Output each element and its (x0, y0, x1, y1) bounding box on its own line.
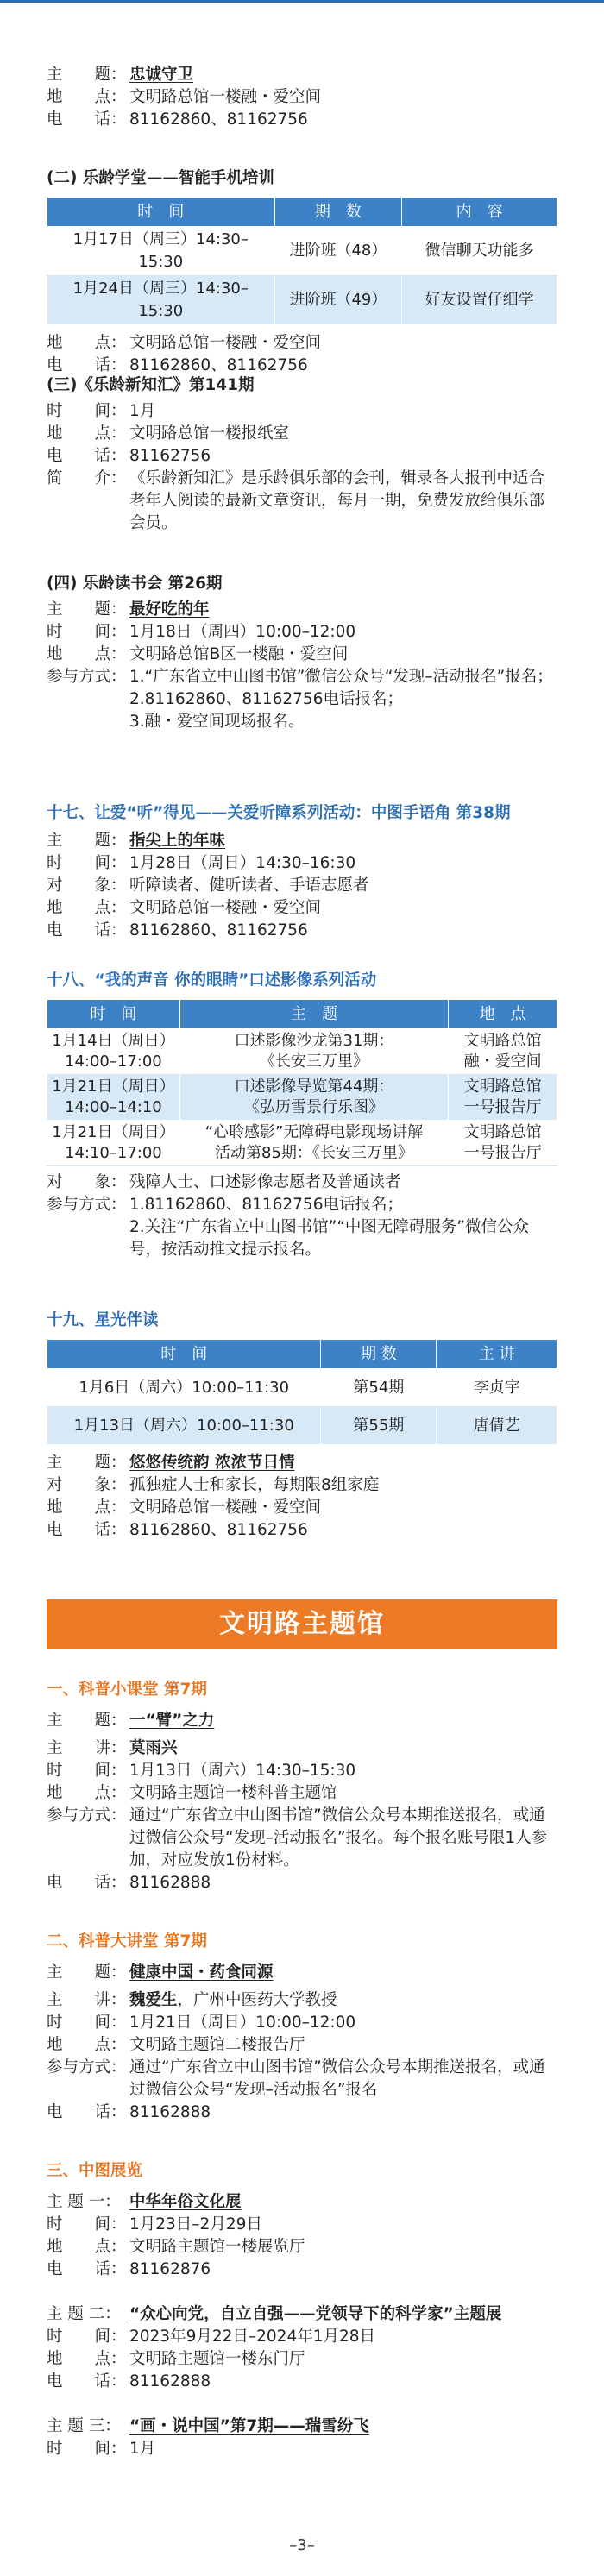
section-title: (二) 乐龄学堂——智能手机培训 (47, 169, 274, 187)
phone-label: 电 话： (47, 2372, 127, 2391)
theme-label: 主 题： (47, 1963, 127, 1982)
time-value: 1月 (129, 402, 156, 420)
table-cell (449, 1075, 557, 1121)
target-value: 孤独症人士和家长，每期限8组家庭 (129, 1476, 380, 1494)
time-value: 1月28日（周日）14:30–16:30 (129, 854, 356, 872)
intro-label: 简 介： (47, 469, 127, 487)
topic-text: “心聆感影”无障碍电影现场讲解 (204, 1123, 424, 1141)
table-cell: 进阶班（48） (274, 227, 402, 276)
theme-value: 中华年俗文化展 (129, 2193, 242, 2211)
speaker-value: 莫雨兴 (129, 1739, 178, 1757)
time-label: 时 间： (47, 2328, 127, 2346)
target-label: 对 象： (47, 1476, 127, 1494)
phone-label: 电 话： (47, 447, 127, 465)
topic-text: 口述影像沙龙第31期： (234, 1032, 394, 1050)
time-label: 时 间： (47, 402, 127, 420)
table-cell: 好友设置仔细学 (402, 276, 557, 325)
phone-value: 81162860、81162756 (129, 356, 308, 374)
section-title: (三)《乐龄新知汇》第141期 (47, 376, 255, 394)
place-text: 一号报告厅 (463, 1098, 542, 1116)
speaker-label: 主 讲： (47, 1739, 127, 1757)
page-number: –3– (289, 2536, 315, 2554)
place-text: 一号报告厅 (463, 1144, 542, 1162)
place-label: 地 点： (47, 2036, 127, 2054)
table-cell (179, 1075, 448, 1121)
time-value: 1月13日（周六）14:30–15:30 (129, 1762, 356, 1780)
table-cell: 第54期 (321, 1369, 437, 1407)
table-cell: 1月24日（周三）14:30–15:30 (47, 276, 275, 325)
place-label: 地 点： (47, 1498, 127, 1517)
phone-label: 电 话： (47, 2260, 127, 2278)
section-banner: 文明路主题馆 (47, 1599, 557, 1649)
place-value: 文明路总馆一楼融・爱空间 (129, 899, 322, 917)
table-header: 主 题 (179, 1000, 448, 1029)
phone-value: 81162756 (129, 447, 211, 465)
table-row (47, 276, 557, 325)
table-header: 期 数 (274, 198, 402, 227)
phone-value: 81162876 (129, 2260, 211, 2278)
time-label: 时 间： (47, 854, 127, 872)
top-border (0, 0, 604, 3)
theme-value: 悠悠传统韵 浓浓节日情 (129, 1454, 295, 1472)
theme-value: 指尖上的年味 (129, 832, 226, 850)
place-value: 文明路主题馆一楼科普主题馆 (129, 1784, 337, 1802)
speaker-value: 魏爱生 (129, 1991, 178, 2009)
section-title: (四) 乐龄读书会 第26期 (47, 575, 223, 593)
section-sign-language (47, 802, 557, 942)
table-cell (47, 1029, 180, 1075)
table-cell: 1月13日（周六）10:00–11:30 (47, 1407, 321, 1445)
theme-label: 主 题： (47, 66, 127, 84)
speaker-label: 主 讲： (47, 1991, 127, 2009)
time-value: 2023年9月22日–2024年1月28日 (129, 2328, 376, 2346)
section-science-lecture (47, 1931, 557, 2124)
table-cell (449, 1121, 557, 1166)
theme-value: 一“臂”之力 (129, 1712, 215, 1730)
topic-text: 《长安三万里》 (259, 1052, 368, 1071)
signup-label: 参与方式： (47, 2058, 127, 2077)
place-label: 地 点： (47, 424, 127, 443)
theme-value: 健康中国・药食同源 (129, 1963, 274, 1982)
target-value: 残障人士、口述影像志愿者及普通读者 (129, 1173, 401, 1191)
table-cell: 1月6日（周六）10:00–11:30 (47, 1369, 321, 1407)
table-header: 内 容 (402, 198, 557, 227)
phone-value: 81162860、81162756 (129, 1521, 308, 1539)
section-title: 二、科普大讲堂 第7期 (47, 1932, 207, 1951)
phone-label: 电 话： (47, 110, 127, 129)
place-label: 地 点： (47, 2350, 127, 2368)
phone-label: 电 话： (47, 356, 127, 374)
place-value: 文明路总馆一楼融・爱空间 (129, 334, 322, 352)
place-value: 文明路总馆一楼报纸室 (129, 424, 290, 443)
theme-label: 主 题 一： (47, 2193, 121, 2211)
topic-text: 《弘历雪景行乐图》 (243, 1098, 384, 1116)
table-row (47, 1407, 557, 1445)
table-cell (449, 1029, 557, 1075)
table-cell: 第55期 (321, 1407, 437, 1445)
date-text: 1月21日（周日） (52, 1078, 175, 1096)
time-value: 1月 (129, 2440, 156, 2458)
time-label: 时 间： (47, 1762, 127, 1780)
table-header: 主 讲 (437, 1340, 557, 1369)
table-header: 时 间 (47, 198, 275, 227)
section-exhibitions (47, 2160, 557, 2460)
section-reading-club (47, 573, 557, 733)
signup-value: 通过“广东省立中山图书馆”微信公众号本期推送报名，或通过微信公众号“发现–活动报名”报名。每个报名账号限1人参加，对应发放1份材料。 (129, 1806, 548, 1869)
place-value: 文明路总馆一楼融・爱空间 (129, 1498, 322, 1517)
place-text: 融・爱空间 (463, 1052, 542, 1071)
signup-value: 通过“广东省立中山图书馆”微信公众号本期推送报名，或通过微信公众号“发现–活动报名”报名 (129, 2058, 545, 2099)
phone-value: 81162888 (129, 2103, 211, 2121)
section-title: 十八、“我的声音 你的眼睛”口述影像系列活动 (47, 971, 377, 990)
date-text: 1月14日（周日） (52, 1032, 175, 1050)
section-smartphone-training (47, 167, 557, 377)
table-header: 时 间 (47, 1000, 180, 1029)
signup-label: 参与方式： (47, 668, 127, 686)
table-cell (47, 1075, 180, 1121)
topic-text: 活动第85期：《长安三万里》 (215, 1144, 413, 1162)
signup-value (129, 1194, 557, 1261)
schedule-table (47, 197, 557, 325)
phone-value: 81162860、81162756 (129, 110, 308, 129)
table-cell: 唐倩艺 (437, 1407, 557, 1445)
time-text: 14:00–17:00 (65, 1052, 162, 1071)
place-value: 文明路总馆一楼融・爱空间 (129, 88, 322, 106)
phone-value: 81162888 (129, 2372, 211, 2391)
phone-label: 电 话： (47, 2103, 127, 2121)
theme-label: 主 题 二： (47, 2305, 121, 2323)
time-value: 1月23日–2月29日 (129, 2215, 262, 2234)
table-row (47, 1075, 557, 1121)
signup-value (129, 666, 557, 733)
phone-label: 电 话： (47, 1874, 127, 1892)
topic-text: 口述影像导览第44期： (234, 1078, 394, 1096)
section-science-class (47, 1679, 557, 1894)
place-text: 文明路总馆 (463, 1123, 542, 1141)
schedule-table (47, 1339, 557, 1445)
section-title: 三、中图展览 (47, 2162, 143, 2180)
signup-step: 3.融・爱空间现场报名。 (129, 713, 305, 731)
table-row (47, 1029, 557, 1075)
time-text: 14:10–17:00 (65, 1144, 162, 1162)
theme-label: 主 题 三： (47, 2417, 121, 2435)
table-cell: 微信聊天功能多 (402, 227, 557, 276)
section-title: 十七、让爱“听”得见——关爱听障系列活动：中图手语角 第38期 (47, 804, 511, 822)
place-text: 文明路总馆 (463, 1078, 542, 1096)
table-row (47, 1121, 557, 1166)
place-label: 地 点： (47, 2238, 127, 2256)
target-label: 对 象： (47, 1173, 127, 1191)
table-row (47, 1369, 557, 1407)
theme-value: 忠诚守卫 (129, 66, 194, 84)
signup-label: 参与方式： (47, 1806, 127, 1825)
table-row (47, 227, 557, 276)
place-value: 文明路主题馆一楼展览厅 (129, 2238, 305, 2256)
place-label: 地 点： (47, 645, 127, 663)
speaker-title: ，广州中医药大学教授 (177, 1991, 337, 2009)
place-text: 文明路总馆 (463, 1032, 542, 1050)
table-cell (179, 1121, 448, 1166)
theme-label: 主 题： (47, 1712, 127, 1730)
place-label: 地 点： (47, 899, 127, 917)
time-value: 1月18日（周四）10:00–12:00 (129, 623, 356, 641)
section-newsletter (47, 374, 557, 535)
time-label: 时 间： (47, 2215, 127, 2234)
time-label: 时 间： (47, 2014, 127, 2032)
place-label: 地 点： (47, 334, 127, 352)
time-text: 14:00–14:10 (65, 1098, 162, 1116)
phone-label: 电 话： (47, 921, 127, 939)
section-title: 一、科普小课堂 第7期 (47, 1681, 207, 1699)
signup-step: 1.81162860、81162756电话报名； (129, 1196, 403, 1214)
schedule-table (47, 999, 557, 1166)
table-cell: 1月17日（周三）14:30–15:30 (47, 227, 275, 276)
place-value: 文明路主题馆一楼东门厅 (129, 2350, 305, 2368)
section-title: 十九、星光伴读 (47, 1311, 159, 1329)
place-value: 文明路总馆B区一楼融・爱空间 (129, 645, 349, 663)
section-audio-description (47, 970, 557, 1261)
place-label: 地 点： (47, 1784, 127, 1802)
place-label: 地 点： (47, 88, 127, 106)
table-cell (47, 1121, 180, 1166)
target-label: 对 象： (47, 876, 127, 895)
time-label: 时 间： (47, 623, 127, 641)
top-block (47, 64, 557, 131)
signup-step: 2.81162860、81162756电话报名； (129, 690, 403, 708)
date-text: 1月21日（周日） (52, 1123, 175, 1141)
theme-label: 主 题： (47, 1454, 127, 1472)
table-header: 时 间 (47, 1340, 321, 1369)
intro-value: 《乐龄新知汇》是乐龄俱乐部的会刊，辑录各大报刊中适合老年人阅读的最新文章资讯，每月一期，免费发放给俱乐部会员。 (129, 469, 545, 532)
phone-label: 电 话： (47, 1521, 127, 1539)
phone-value: 81162860、81162756 (129, 921, 308, 939)
theme-value: 最好吃的年 (129, 600, 210, 619)
table-cell (179, 1029, 448, 1075)
signup-step: 1.“广东省立中山图书馆”微信公众号“发现–活动报名”报名； (129, 668, 553, 686)
target-value: 听障读者、健听读者、手语志愿者 (129, 876, 369, 895)
table-cell: 李贞宇 (437, 1369, 557, 1407)
section-starlight-reading (47, 1310, 557, 1542)
signup-step: 2.关注“广东省立中山图书馆”“中图无障碍服务”微信公众号，按活动推文提示报名。 (129, 1218, 529, 1259)
theme-value: “画・说中国”第7期——瑞雪纷飞 (129, 2417, 369, 2435)
theme-label: 主 题： (47, 832, 127, 850)
theme-label: 主 题： (47, 600, 127, 619)
theme-value: “众心向党，自立自强——党领导下的科学家”主题展 (129, 2305, 502, 2323)
time-value: 1月21日（周日）10:00–12:00 (129, 2014, 356, 2032)
phone-value: 81162888 (129, 1874, 211, 1892)
table-header: 地 点 (449, 1000, 557, 1029)
signup-label: 参与方式： (47, 1196, 127, 1214)
place-value: 文明路主题馆二楼报告厅 (129, 2036, 305, 2054)
time-label: 时 间： (47, 2440, 127, 2458)
table-header: 期 数 (321, 1340, 437, 1369)
table-cell: 进阶班（49） (274, 276, 402, 325)
